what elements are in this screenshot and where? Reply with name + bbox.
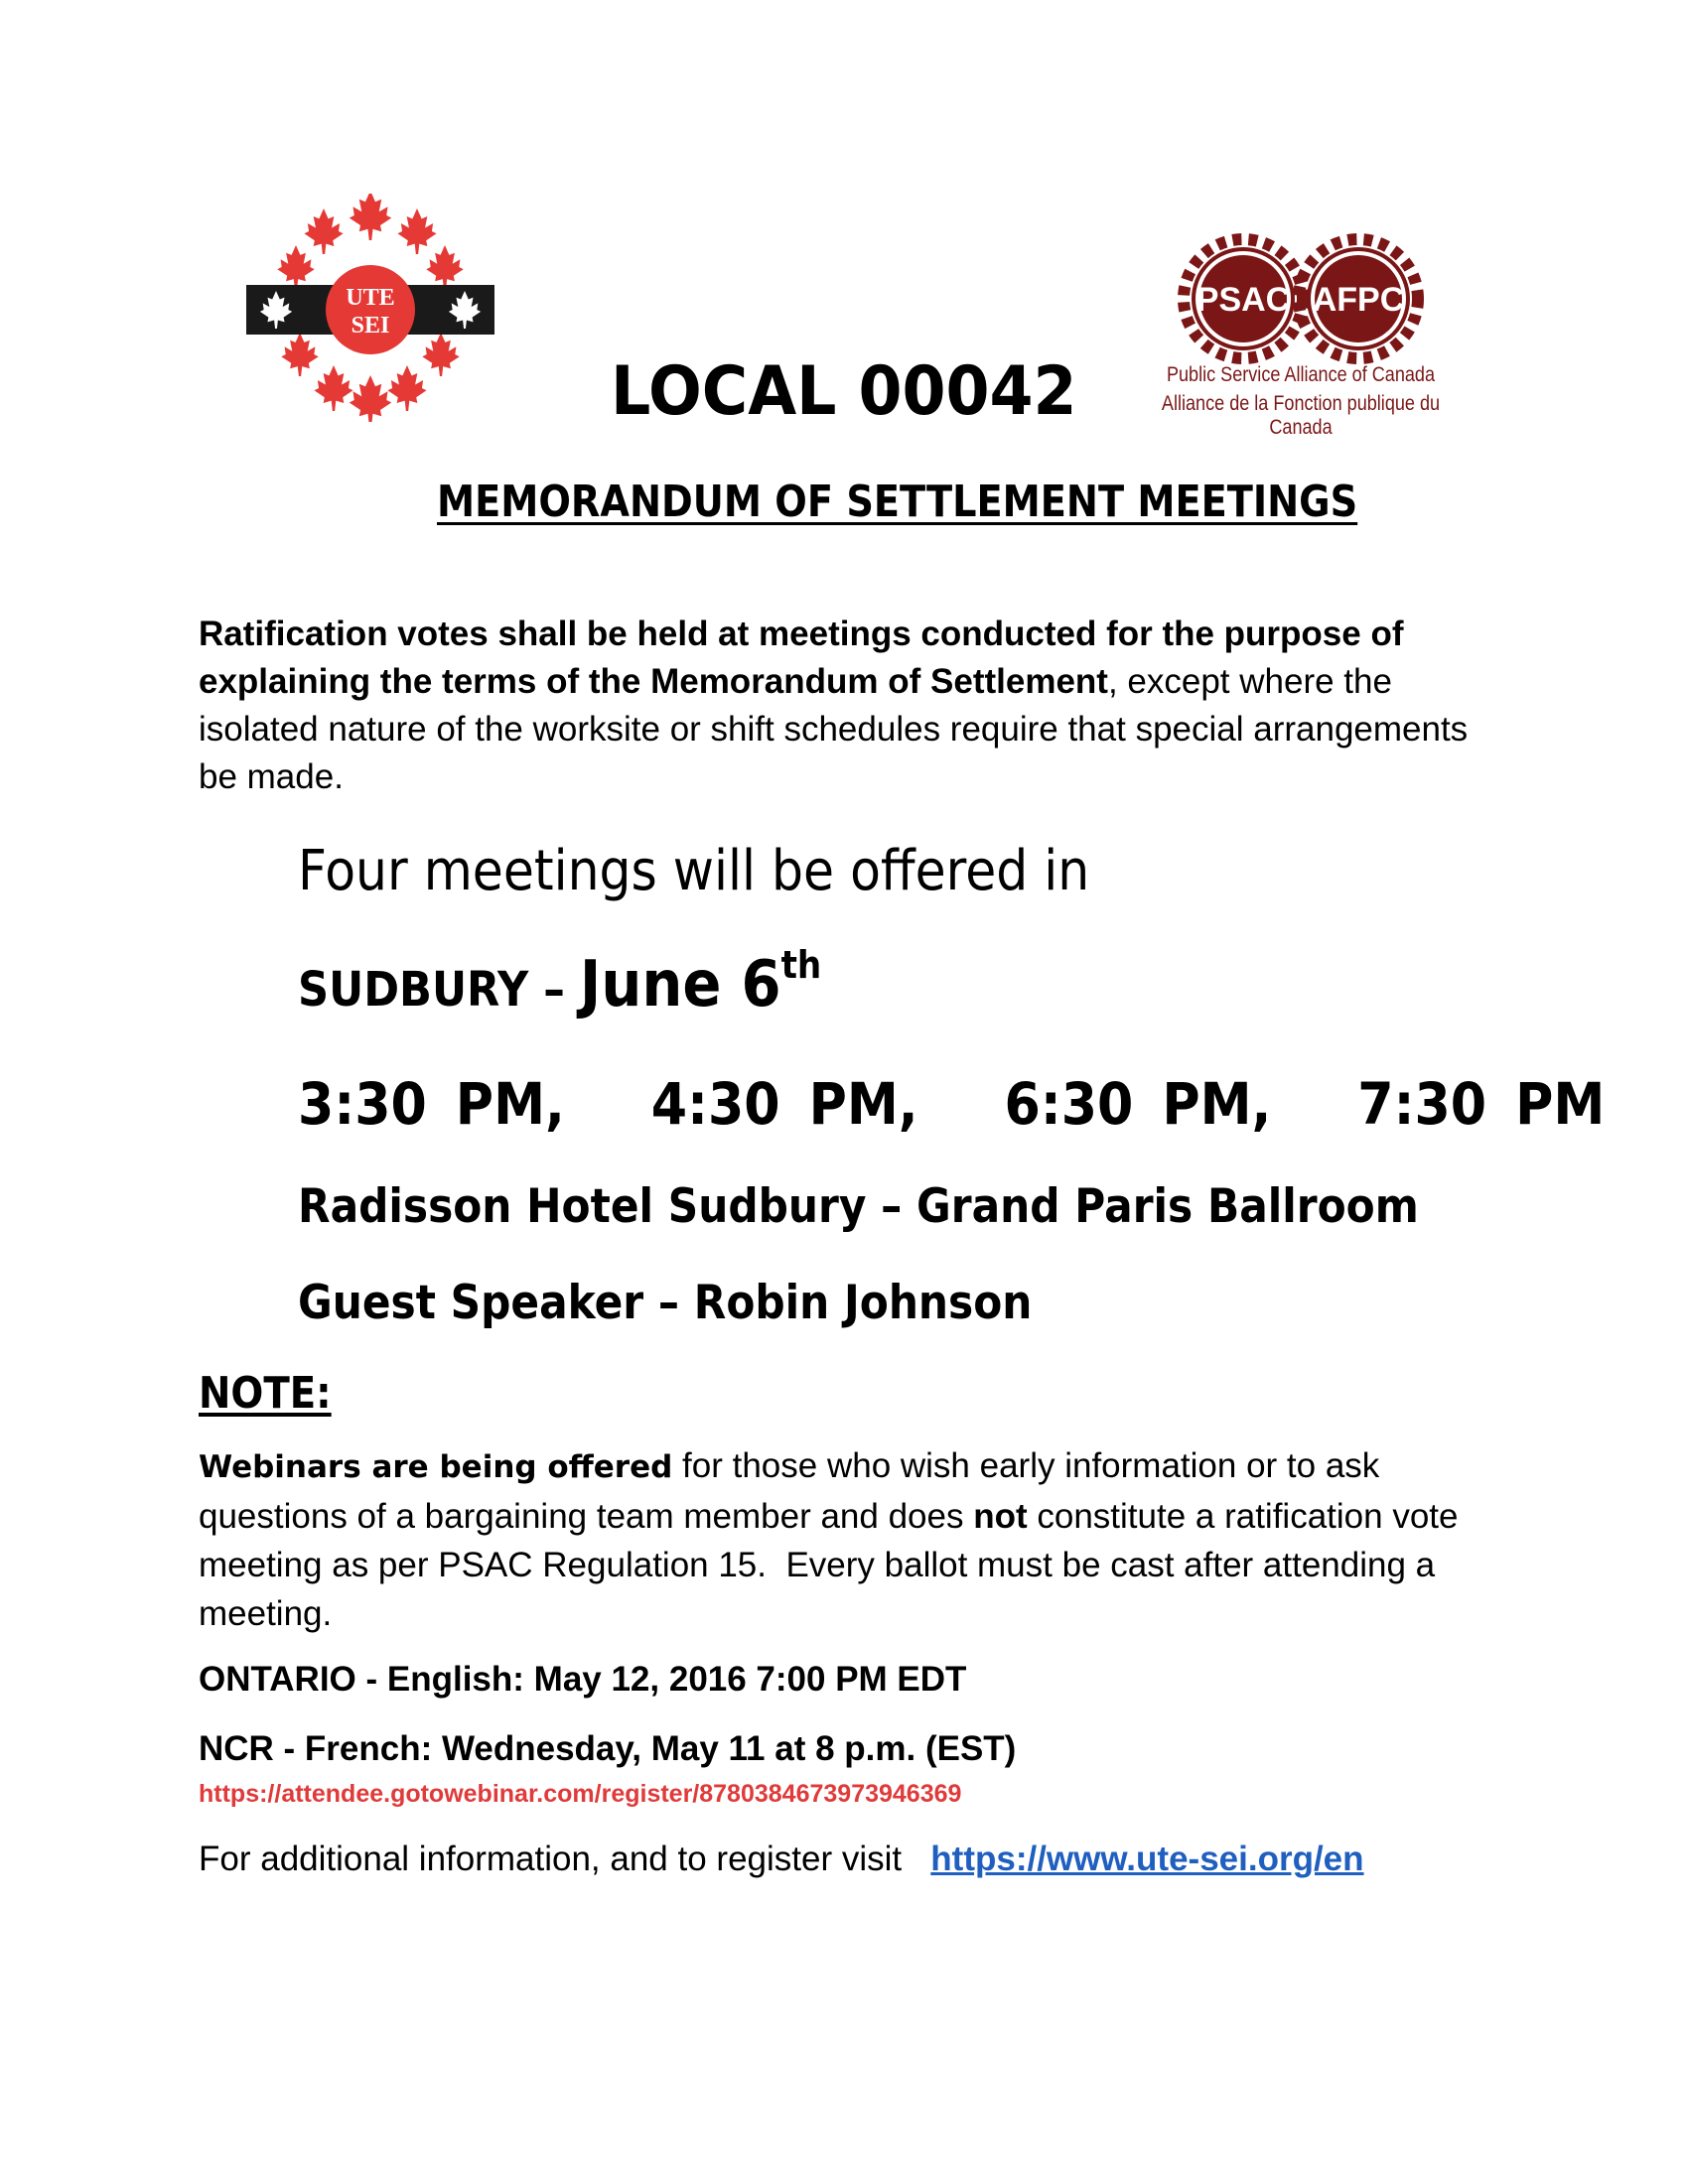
intro-rest-text: , except where the isolated nature of the worksite or shift schedules require that special arrangements be made. bbox=[199, 662, 1469, 796]
meetings-lead: Four meetings will be offered in bbox=[298, 839, 1090, 903]
ute-sei-website-link[interactable]: https://www.ute-sei.org/en bbox=[930, 1840, 1364, 1878]
additional-info-text: For additional information, and to register visit bbox=[199, 1840, 912, 1878]
note-heading: NOTE: bbox=[199, 1368, 332, 1419]
guest-speaker: Guest Speaker – Robin Johnson bbox=[298, 1276, 1033, 1330]
ute-sei-logo bbox=[246, 194, 494, 422]
psac-badge-text: PSAC bbox=[1196, 281, 1291, 319]
ontario-webinar: ONTARIO - English: May 12, 2016 7:00 PM EDT bbox=[199, 1660, 967, 1699]
intro-bold-text: Ratification votes shall be held at meetings conducted for the purpose of explaining the terms of the Memorandum of Settlement bbox=[199, 614, 1404, 701]
psac-name-english: Public Service Alliance of Canada bbox=[1166, 363, 1436, 386]
afpc-badge-text: AFPC bbox=[1312, 281, 1405, 319]
ute-logo-text-1: UTE bbox=[346, 285, 395, 311]
webinar-text-1: for those who wish early information or to ask questions of a bargaining team member and does bbox=[199, 1446, 1390, 1536]
memorandum-heading: MEMORANDUM OF SETTLEMENT MEETINGS bbox=[437, 477, 1358, 527]
meeting-location-date bbox=[298, 943, 821, 1022]
ncr-webinar: NCR - French: Wednesday, May 11 at 8 p.m. (EST) bbox=[199, 1729, 1017, 1768]
webinar-register-link[interactable]: https://attendee.gotowebinar.com/register/8780384673973946369 bbox=[199, 1780, 962, 1808]
ute-logo-text-2: SEI bbox=[351, 313, 390, 339]
meeting-venue: Radisson Hotel Sudbury – Grand Paris Ballroom bbox=[298, 1179, 1419, 1234]
local-title: LOCAL 00042 bbox=[611, 352, 1077, 431]
webinar-paragraph bbox=[199, 1441, 1509, 1638]
intro-paragraph bbox=[199, 611, 1489, 801]
meeting-date-suffix: th bbox=[780, 943, 822, 987]
meeting-city: SUDBURY – bbox=[298, 962, 580, 1018]
meeting-times: 3:30 PM, 4:30 PM, 6:30 PM, 7:30 PM bbox=[298, 1070, 1606, 1138]
meeting-date: June 6 bbox=[579, 948, 781, 1022]
webinar-text-2: constitute a ratification vote meeting as per PSAC Regulation 15. Every ballot must be cast after attending a meeting. bbox=[199, 1497, 1469, 1633]
webinar-lead: Webinars are being offered bbox=[199, 1449, 673, 1485]
psac-name-french: Alliance de la Fonction publique du Canada bbox=[1161, 392, 1441, 439]
webinar-not-word: not bbox=[973, 1497, 1028, 1536]
additional-info bbox=[199, 1835, 1509, 1883]
